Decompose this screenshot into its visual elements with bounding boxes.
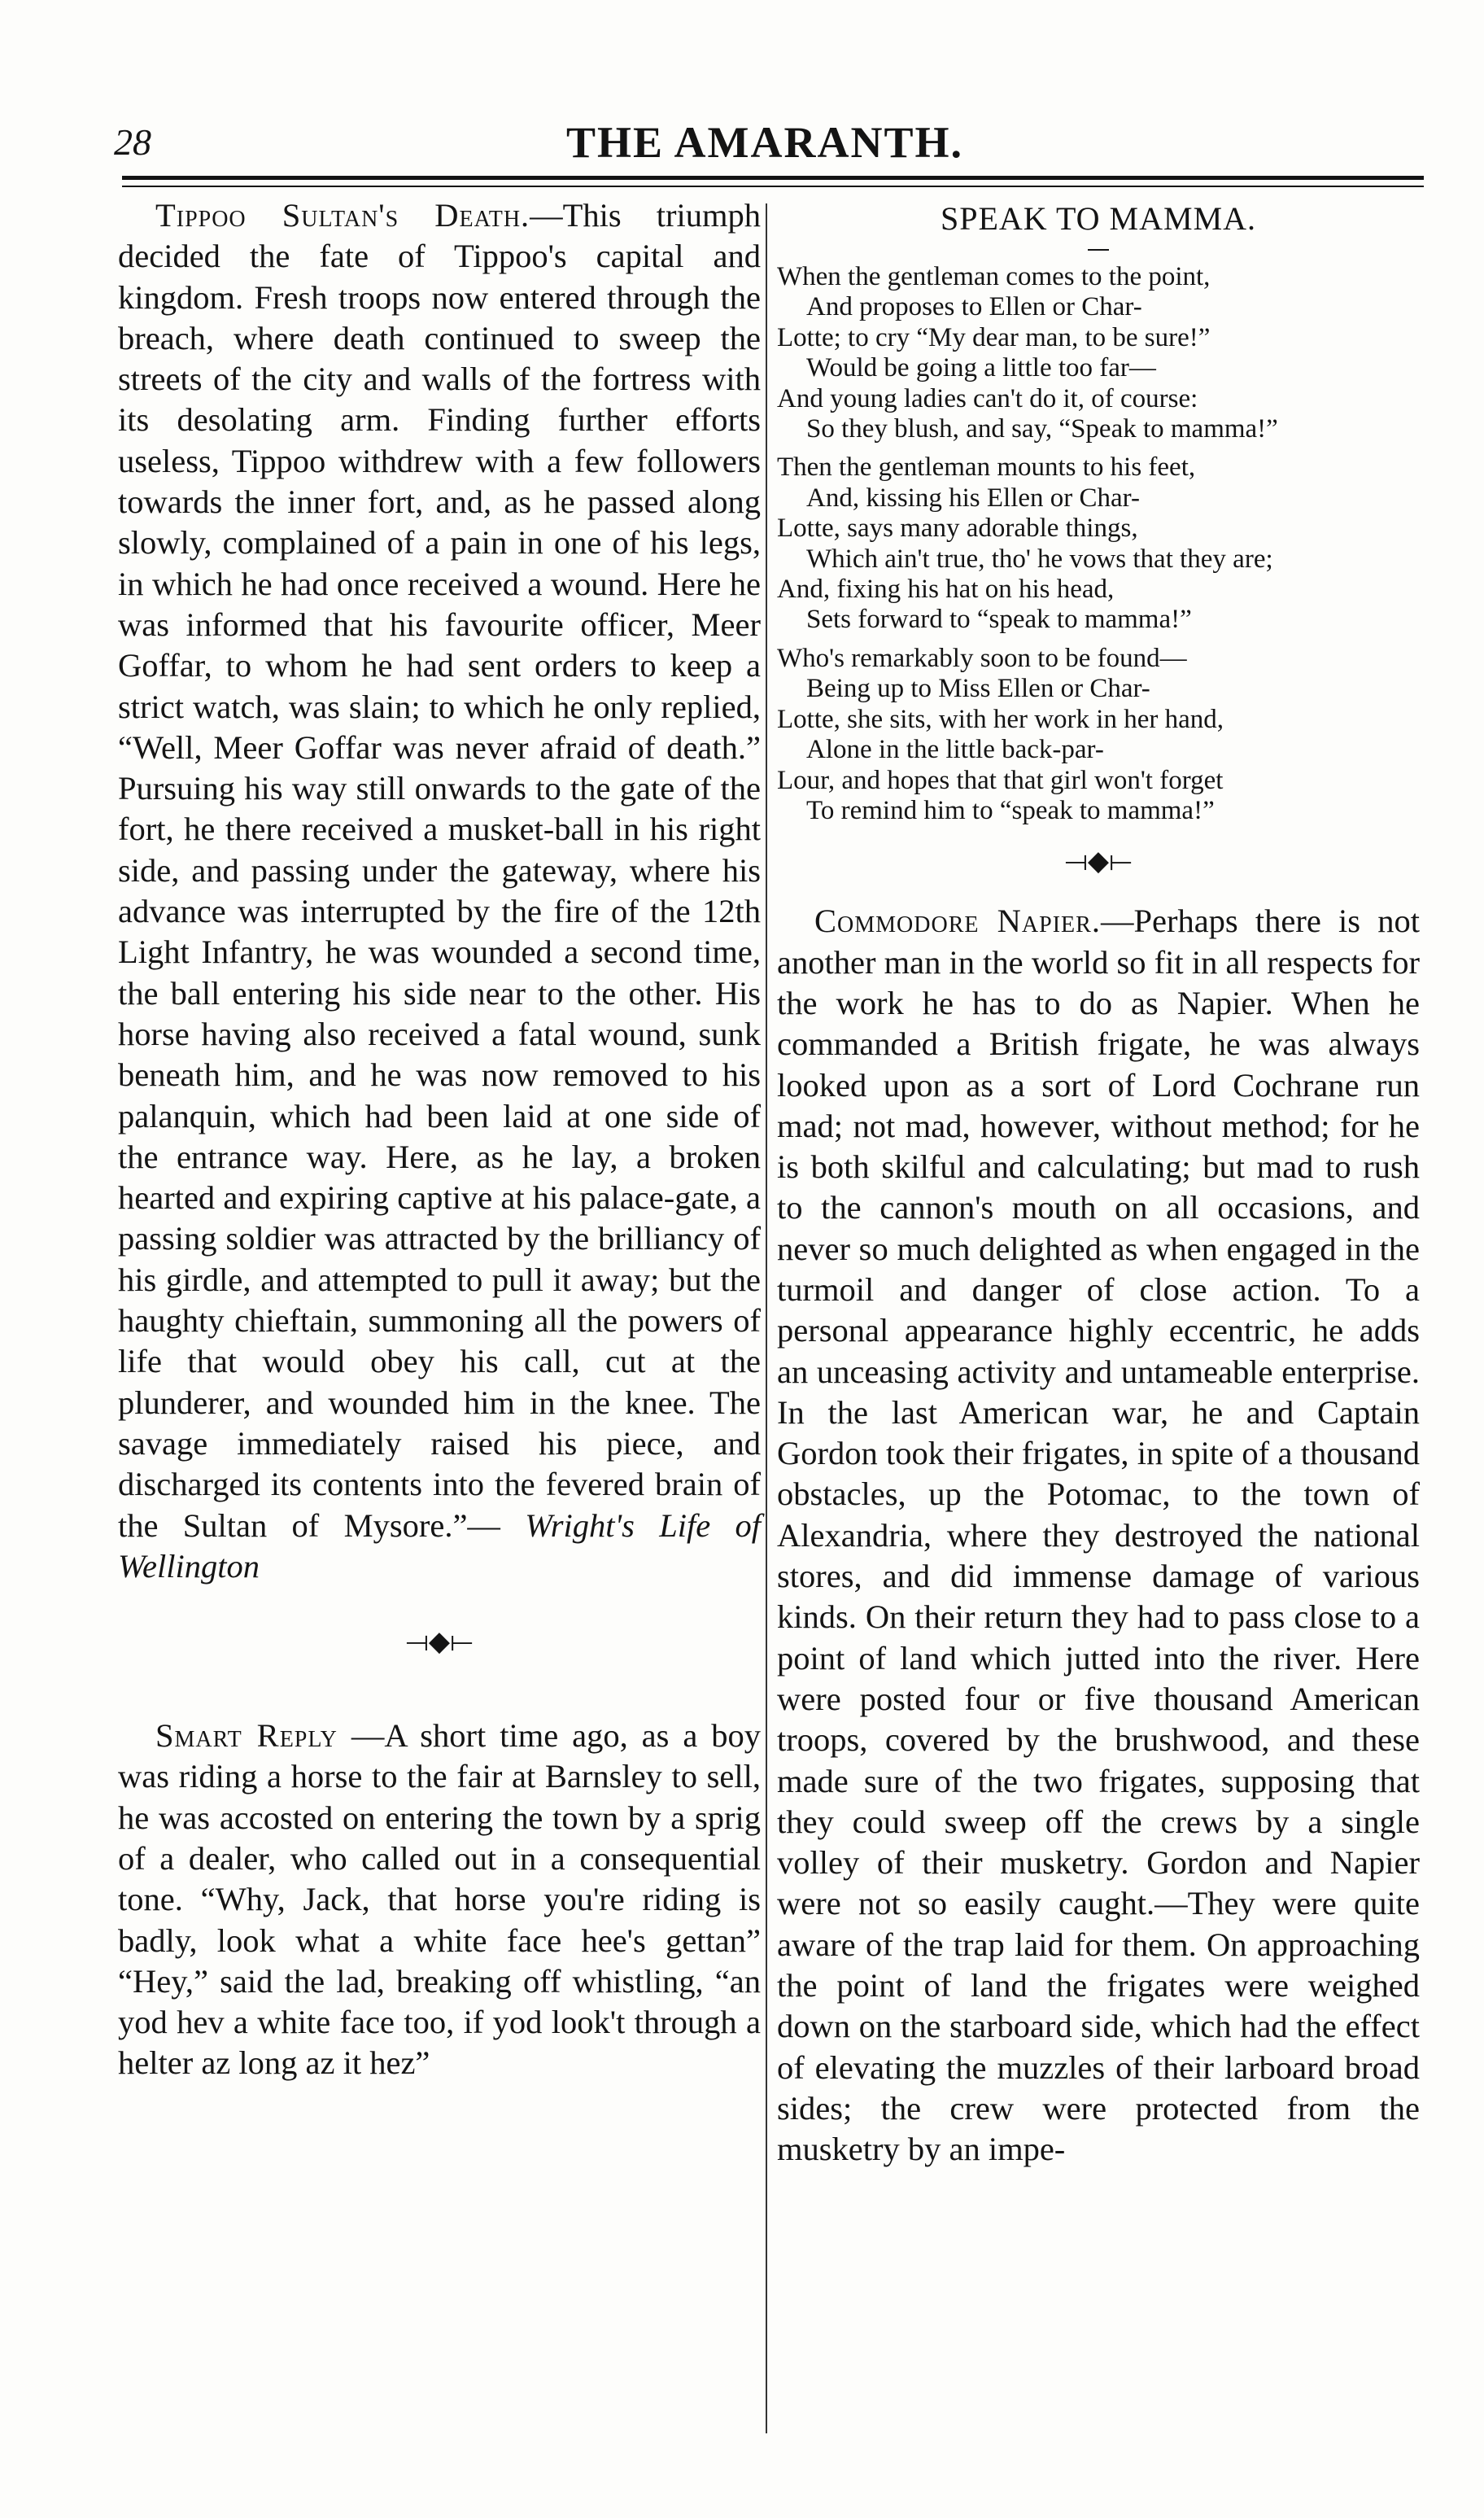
smart-reply-heading: Smart Reply <box>155 1717 338 1755</box>
page-number: 28 <box>114 121 151 163</box>
tippoo-body: —This triumph decided the fate of Tippoo's capital and kingdom. Fresh troops now entered through the breach, where death continued to sweep the streets of the city and walls of the fortress with its desolating arm. Finding further efforts useless, Tippoo withdrew with a few followers towards the inner fort, and, as he passed along slowly, complained of a pain in one of his legs, in which he had once received a wound. Here he was informed that his favourite officer, Meer Goffar, to whom he had sent orders to keep a strict watch, was slain; to which he only replied, “Well, Meer Goffar was never afraid of death.” Pursuing his way still onwards to the gate of the fort, he there received a musket-ball in his right side, and passing under the gateway, where his advance was interrupted by the fire of the 12th Light Infantry, he was wounded a second time, the ball entering his side near to the other. His horse having also received a fatal wound, sunk beneath him, and he was now removed to his palanquin, which had been laid at one side of the entrance way. Here, as he lay, a broken hearted and expiring captive at his palace-gate, a passing soldier was attracted by the brilliancy of his girdle, and attempted to pull it away; but the haughty chieftain, summoning all the powers of life that would obey his call, cut at the plunderer, and wounded him in the knee. The savage immediately raised his piece, and discharged its contents into the fevered brain of the Sultan of Mysore.”— <box>118 197 761 1544</box>
poem-line: And young ladies can't do it, of course: <box>777 383 1198 413</box>
poem-line: Then the gentleman mounts to his feet, <box>777 452 1196 483</box>
poem-title-dash <box>1088 249 1109 251</box>
tippoo-article <box>118 195 761 1587</box>
poem-title: SPEAK TO MAMMA. <box>940 200 1257 237</box>
poem-line: Would be going a little too far— <box>806 353 1156 383</box>
poem-line: And, fixing his hat on his head, <box>777 575 1115 605</box>
poem-line: And proposes to Ellen or Char- <box>806 292 1142 322</box>
poem-stanza-1 <box>777 262 1420 444</box>
poem-line: Sets forward to “speak to mamma!” <box>806 605 1192 635</box>
poem-line: Being up to Miss Ellen or Char- <box>806 674 1150 704</box>
left-column <box>118 195 761 2084</box>
smart-reply-body: —A short time ago, as a boy was riding a horse to the fair at Barnsley to sell, he was accosted on entering the town by a sprig of a dealer, who called out in a consequential tone. “Why, Jack, that horse you're riding is badly, look what a white face hee's gettan” “Hey,” said the lad, breaking off whistling, “an yod hev a white face too, if yod look't through a helter az long az it hez” <box>118 1717 761 2082</box>
header-rule-thick <box>122 176 1424 180</box>
tippoo-heading: Tippoo Sultan's Death. <box>155 197 530 234</box>
poem-line: Lotte, she sits, with her work in her hand, <box>777 704 1224 734</box>
napier-article <box>777 901 1420 2170</box>
napier-body: —Perhaps there is not another man in the world so fit in all respects for the work he has to do as Napier. When he commanded a British frigate, he was always looked upon as a sort of Lord Cochrane run mad; not mad, however, without method; for he is both skilful and calculating; but mad to rush to the cannon's mouth on all occasions, and never so much delighted as when engaged in the turmoil and danger of close action. To a personal appearance highly eccentric, he adds an unceasing activity and untameable enterprise. In the last American war, he and Captain Gordon took their frigates, in spite of a thousand obstacles, up the Potomac, to the town of Alexandria, where they destroyed the national stores, and did immense damage of various kinds. On their return they had to pass close to a point of land which jutted into the river. Here were posted four or five thousand American troops, covered by the brushwood, and these made sure of the two frigates, supposing that they could sweep off the crews by a single volley of their musketry. Gordon and Napier were not so easily caught.—They were quite aware of the trap laid for them. On approaching the point of land the frigates were weighed down on the starboard side, which had the effect of elevating the muzzles of their larboard broad sides; the crew were protected from the musketry by an impe- <box>777 903 1420 2168</box>
poem-line: To remind him to “speak to mamma!” <box>806 795 1215 825</box>
poem-line: Lotte, says many adorable things, <box>777 514 1138 544</box>
column-divider <box>766 203 767 2433</box>
section-ornament: ⟞◆⟝ <box>405 1627 474 1658</box>
poem-line: When the gentleman comes to the point, <box>777 262 1211 291</box>
poem-line: Alone in the little back-par- <box>806 735 1104 765</box>
poem-line: And, kissing his Ellen or Char- <box>806 483 1140 513</box>
header-rule-thin <box>122 186 1424 187</box>
poem-stanza-2 <box>777 452 1420 635</box>
running-title: THE AMARANTH. <box>565 118 964 167</box>
section-ornament: ⟞◆⟝ <box>1064 846 1133 877</box>
poem-line: Lotte; to cry “My dear man, to be sure!” <box>777 322 1211 352</box>
poem-line: Lour, and hopes that that girl won't forget <box>777 765 1224 795</box>
poem-line: Who's remarkably soon to be found— <box>777 643 1187 673</box>
poem-line: Which ain't true, tho' he vows that they are; <box>806 544 1273 574</box>
napier-heading: Commodore Napier. <box>814 903 1101 940</box>
poem-line: So they blush, and say, “Speak to mamma!” <box>806 414 1278 444</box>
smart-reply-article <box>118 1716 761 2084</box>
page-header <box>106 120 1424 169</box>
tippoo-attribution: Wright's Life of Wellington <box>118 1506 761 1585</box>
poem-stanza-3 <box>777 644 1420 826</box>
right-column <box>777 195 1420 2170</box>
